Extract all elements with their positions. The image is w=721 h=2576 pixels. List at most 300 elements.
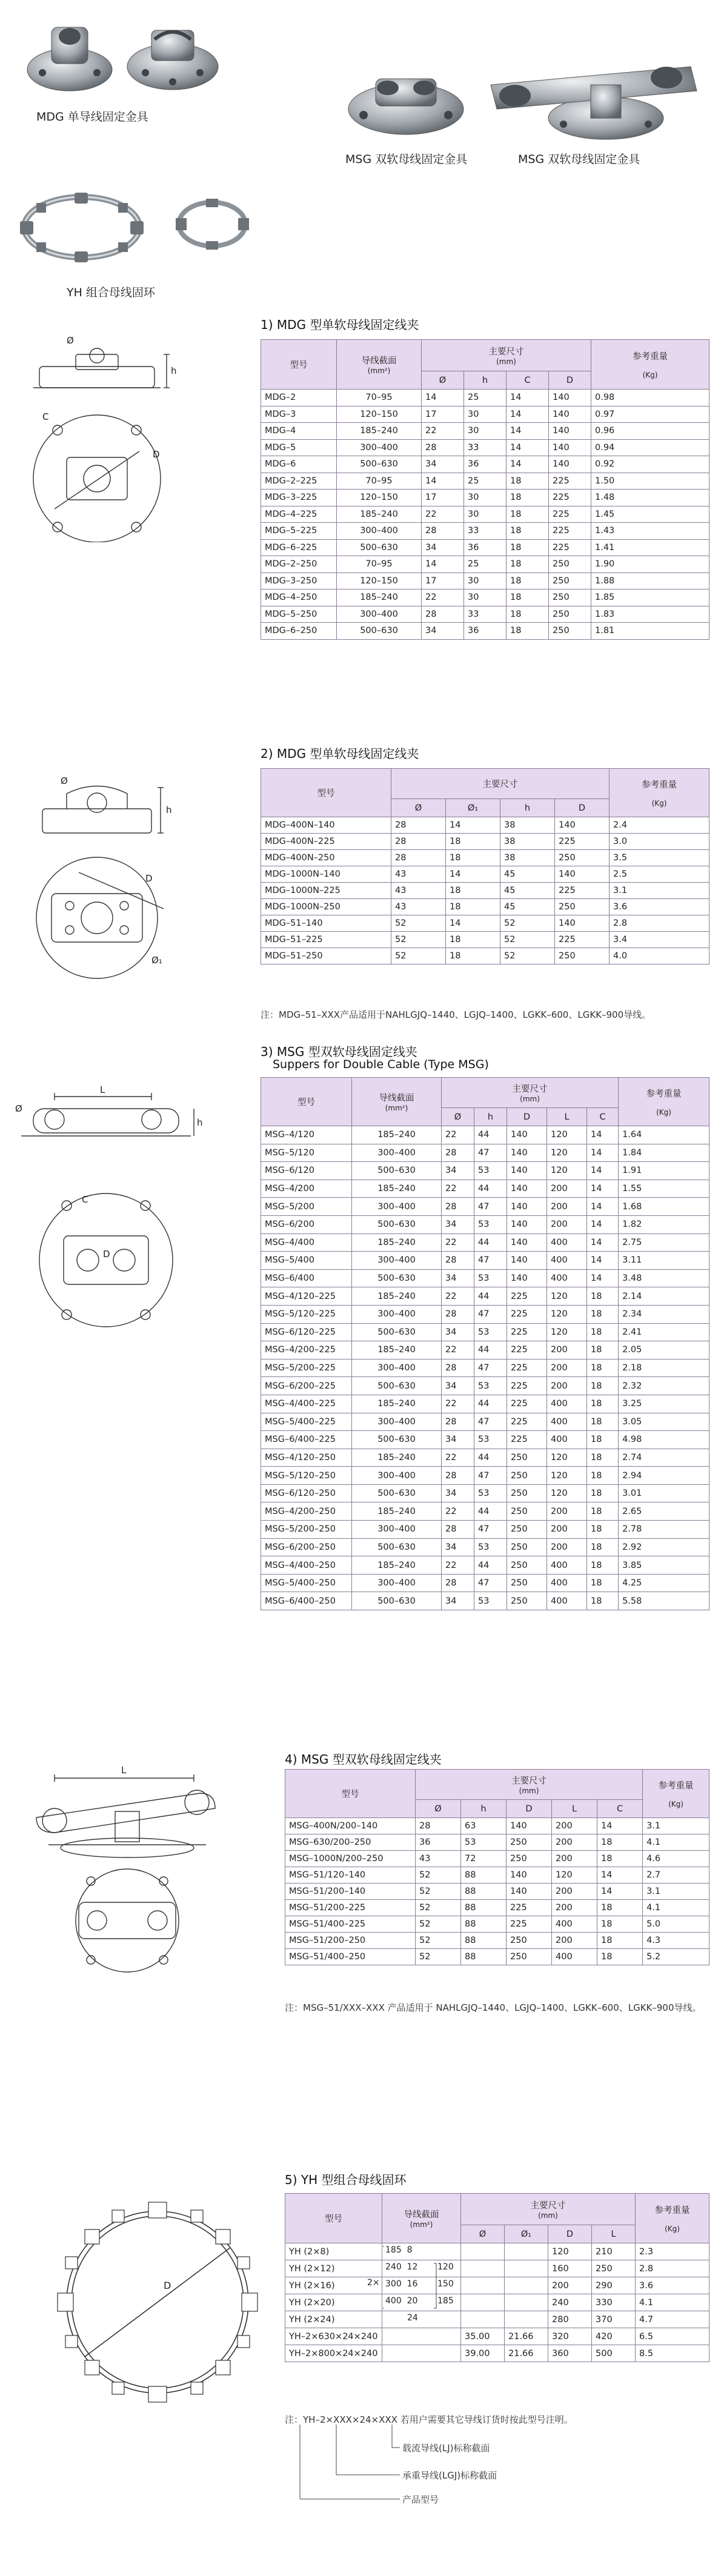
yh-section-expression [367,2243,459,2328]
table-row [261,423,709,440]
table-cell: 14 [597,1818,643,1834]
table-cell: 200 [547,1377,587,1395]
table-cell: 28 [442,1521,474,1539]
mdg-phi-label: Ø [67,335,74,346]
table-cell: 38 [500,834,555,850]
table-cell: 225 [555,883,610,899]
yh-d-label: D [164,2280,171,2291]
table-cell: 18 [597,1949,643,1965]
table-row [261,573,709,589]
table-cell: MDG–6–225 [261,539,337,556]
table-cell: 18 [587,1521,619,1539]
table-row [261,1521,709,1539]
table-cell: 34 [442,1538,474,1556]
table-cell: 3.1 [643,1818,709,1834]
table-cell: 1.50 [591,473,709,490]
table-cell: 33 [464,439,507,456]
table-row [261,1556,709,1575]
table-cell: 22 [442,1180,474,1198]
table-cell: 30 [464,406,507,423]
table-cell: 200 [552,1851,597,1867]
table-cell: 44 [474,1502,507,1521]
table-cell: 2.78 [619,1521,709,1539]
col-model: 型号 [261,340,337,390]
table-cell: 18 [597,1851,643,1867]
table-cell: 14 [507,439,549,456]
table-cell: 300–400 [352,1359,442,1377]
table-cell: 200 [547,1521,587,1539]
table-cell: MSG–51/400–225 [285,1916,416,1933]
sec-d3: 185 [437,2296,454,2306]
table-cell: 200 [548,2277,592,2294]
table-cell: 14 [587,1233,619,1252]
col-phi1: Ø₁ [505,2225,548,2243]
table-cell: 200 [547,1215,587,1233]
table-cell: 47 [474,1359,507,1377]
table-row [261,850,709,866]
table-row [261,1592,709,1610]
table-cell: 185–240 [352,1287,442,1306]
table-cell [461,2311,505,2328]
table-cell: 250 [507,1502,547,1521]
table-cell: 34 [442,1592,474,1610]
table-row [261,1305,709,1323]
table-cell: 22 [422,506,464,523]
table-cell: 225 [507,1916,552,1933]
table-cell: 400 [552,1916,597,1933]
table-cell: 240 [548,2294,592,2311]
table-cell: 1.81 [591,623,709,640]
table-cell: 17 [422,406,464,423]
table-cell: 200 [547,1180,587,1198]
table-cell: 47 [474,1521,507,1539]
table-cell: 22 [442,1126,474,1144]
table-cell: 45 [500,883,555,899]
table-cell: 370 [592,2311,636,2328]
table-cell: 250 [507,1851,552,1867]
table-row [261,915,709,932]
table-cell: 225 [507,1323,547,1341]
table-cell: 44 [474,1395,507,1413]
table-cell: 22 [442,1556,474,1575]
table-cell: 88 [461,1900,507,1916]
table-cell: MSG–5/120–250 [261,1467,352,1485]
sec-c2: 16 [407,2279,418,2289]
table-cell: 120 [547,1144,587,1162]
table-cell: 88 [461,1933,507,1949]
table-cell: 500–630 [352,1484,442,1502]
table-cell: 28 [442,1252,474,1270]
yh-ring-drawing [42,2187,273,2417]
col-d: D [548,2225,592,2243]
table-cell: 280 [548,2311,592,2328]
table-cell: 1.68 [619,1198,709,1216]
table-cell: 250 [549,573,591,589]
table-cell: MSG–51/200–225 [285,1900,416,1916]
table-cell: 18 [507,506,549,523]
table-cell: 200 [547,1502,587,1521]
table-cell: MDG–5–225 [261,523,337,540]
table-cell: 52 [391,932,446,948]
table-cell: 88 [461,1884,507,1900]
table-cell: 22 [442,1341,474,1359]
table-cell: 4.1 [636,2294,709,2311]
table-cell: 225 [549,539,591,556]
table-cell: 18 [507,539,549,556]
col-dims: 主要尺寸 (mm) [461,2194,636,2225]
mdgn-phi-label: Ø [61,775,68,786]
table-cell: MDG–1000N–250 [261,899,391,915]
table-cell: 185–240 [352,1126,442,1144]
mdgn-h-label: h [166,805,172,815]
table-row [261,1198,709,1216]
sec-e: 24 [407,2313,418,2323]
table-cell: MSG–4/200 [261,1180,352,1198]
table-cell: 22 [442,1233,474,1252]
table-cell: MSG–6/120–225 [261,1323,352,1341]
table-cell: MSG–630/200–250 [285,1834,416,1851]
table-cell: 500 [592,2345,636,2362]
table-cell: 44 [474,1180,507,1198]
table-cell: 43 [391,899,446,915]
table-cell: 140 [555,915,610,932]
table-cell [382,2328,461,2345]
table-cell: MDG–2–250 [261,556,337,573]
table-cell: 4.1 [643,1900,709,1916]
table-cell: 225 [555,834,610,850]
table-cell: 14 [587,1162,619,1180]
table-row [285,2311,709,2328]
table-cell: 28 [442,1305,474,1323]
table-cell: MSG–6/400 [261,1269,352,1287]
table-cell: 18 [587,1395,619,1413]
table-cell: 18 [597,1916,643,1933]
table-cell: 6.5 [636,2328,709,2345]
table-cell: 33 [464,606,507,623]
table-cell: 34 [442,1215,474,1233]
table-cell: 38 [500,850,555,866]
table-cell: 18 [446,932,500,948]
yh-spec-table [285,2193,709,2362]
table-cell: 400 [547,1252,587,1270]
table-cell: 14 [507,423,549,440]
mdg-n-table-body [261,817,709,964]
table-cell: 250 [507,1933,552,1949]
sec-a2: 8 [407,2245,413,2255]
table-row [261,456,709,473]
table-cell: 38 [500,817,555,834]
table-cell: 300–400 [337,523,422,540]
table-cell: 44 [474,1126,507,1144]
table-cell: 18 [446,883,500,899]
table-cell: 225 [507,1900,552,1916]
col-h: h [461,1800,507,1818]
table-cell: 28 [442,1359,474,1377]
table-cell: 140 [507,1233,547,1252]
sec-mult: 2× [367,2278,380,2288]
table-cell: 3.25 [619,1395,709,1413]
sec-b1: 240 [385,2262,402,2272]
table-row [261,1574,709,1592]
table-row [285,2260,709,2277]
table-cell: 3.6 [610,899,709,915]
yh-model-note: 注：YH–2×XXX×24×XXX 若用户需要其它导线订货时按此型号注明。 [285,2414,573,2425]
table-cell: MSG–4/120–250 [261,1449,352,1467]
table-cell: 25 [464,556,507,573]
col-model: 型号 [261,1078,352,1126]
table-cell: 225 [507,1413,547,1431]
table-cell: MSG–400N/200–140 [285,1818,416,1834]
msg-spec-table [261,1077,709,1610]
table-cell [461,2294,505,2311]
table-cell: 17 [422,573,464,589]
mdg-fitting-photo [18,12,230,103]
table-cell: 28 [442,1198,474,1216]
table-cell: 52 [416,1900,461,1916]
table-cell: 88 [461,1916,507,1933]
table-cell: MDG–6 [261,456,337,473]
table-cell: 2.3 [636,2243,709,2260]
table-cell: 400 [547,1233,587,1252]
table-cell: 45 [500,899,555,915]
table-cell: 28 [442,1467,474,1485]
table-cell: 2.74 [619,1449,709,1467]
table-cell [505,2260,548,2277]
mdg-d-label: D [153,449,160,460]
table-cell: 500–630 [337,456,422,473]
table-cell: MDG–51–140 [261,915,391,932]
table-cell: 53 [474,1162,507,1180]
mdgn-phi1-label: Ø₁ [151,955,162,966]
table-cell: 22 [442,1502,474,1521]
table-cell: 1.45 [591,506,709,523]
table-cell: 18 [587,1449,619,1467]
mdg-table-body [261,390,709,640]
table-cell: 210 [592,2243,636,2260]
col-l: L [592,2225,636,2243]
table-cell: 300–400 [337,606,422,623]
table-cell: YH (2×16) [285,2277,382,2294]
table-cell: 300–400 [337,439,422,456]
table-cell: 52 [500,932,555,948]
table-cell: 120 [547,1449,587,1467]
table-cell: 18 [587,1341,619,1359]
table-cell: 330 [592,2294,636,2311]
table-cell: 18 [597,1900,643,1916]
col-phi: Ø [422,371,464,390]
table-cell: 47 [474,1198,507,1216]
table-cell: 18 [587,1431,619,1449]
table-cell: 52 [416,1916,461,1933]
table-cell: 200 [547,1538,587,1556]
col-weight: 参考重量 (Kg) [610,769,709,817]
msg-table-body [261,1126,709,1610]
sec-b2: 12 [407,2262,418,2272]
table-cell: 5.58 [619,1592,709,1610]
table-cell: 30 [464,423,507,440]
table-cell: 140 [549,406,591,423]
table-cell: 320 [548,2328,592,2345]
table-cell: 250 [549,589,591,606]
table-cell: 22 [442,1287,474,1306]
table-cell: 185–240 [352,1233,442,1252]
sec-d2: 20 [407,2296,418,2306]
table-cell: 0.94 [591,439,709,456]
table-cell: 3.85 [619,1556,709,1575]
table-row [261,1359,709,1377]
table-cell: 18 [587,1287,619,1306]
section-4-title: 4) MSG 型双软母线固定线夹 [285,1752,442,1767]
table-cell: 1.48 [591,490,709,506]
table-row [285,2277,709,2294]
col-phi1: Ø₁ [446,799,500,817]
table-cell: 34 [442,1431,474,1449]
table-cell: 140 [507,1818,552,1834]
table-cell: 185–240 [352,1341,442,1359]
table-row [261,1377,709,1395]
mdg-dimension-drawing [12,330,194,542]
section-2-note: 注：MDG–51–XXX产品适用于NAHLGJQ–1440、LGJQ–1400、LGKK–600、LGKK–900导线。 [261,1009,651,1020]
table-cell: 5.0 [643,1916,709,1933]
col-model: 型号 [285,1770,416,1818]
table-cell: MDG–6–250 [261,623,337,640]
table-cell: 14 [587,1126,619,1144]
col-weight: 参考重量 (Kg) [619,1078,709,1126]
table-cell: 47 [474,1252,507,1270]
col-h: h [474,1108,507,1126]
table-cell: 14 [587,1269,619,1287]
table-cell: 200 [552,1818,597,1834]
table-cell: 300–400 [352,1467,442,1485]
table-cell: 43 [391,866,446,883]
table-cell: 53 [474,1215,507,1233]
table-cell: 3.1 [643,1884,709,1900]
table-cell: 140 [507,1884,552,1900]
mdg-photo-caption: MDG 单导线固定金具 [36,110,148,124]
table-cell: 52 [500,948,555,964]
msg-l-label: L [100,1084,105,1095]
table-cell: 3.01 [619,1484,709,1502]
table-cell: 53 [474,1269,507,1287]
table-row [261,899,709,915]
table-cell: 140 [507,1162,547,1180]
table-cell: 14 [446,817,500,834]
table-cell: 18 [587,1323,619,1341]
table-cell: 500–630 [352,1431,442,1449]
table-cell: 200 [552,1900,597,1916]
col-l: L [547,1108,587,1126]
table-cell: 14 [507,390,549,407]
msg-c-label: C [82,1194,88,1205]
table-cell: 88 [461,1867,507,1884]
table-cell: 250 [507,1538,547,1556]
table-cell: MSG–4/400 [261,1233,352,1252]
table-cell: MSG–51/120–140 [285,1867,416,1884]
table-cell: 2.34 [619,1305,709,1323]
mdgn-d-label: D [145,873,153,884]
table-cell: MDG–3–250 [261,573,337,589]
section-5-title: 5) YH 型组合母线固环 [285,2173,407,2187]
table-cell: 72 [461,1851,507,1867]
table-row [261,523,709,540]
col-section: 导线截面 (mm²) [352,1078,442,1126]
table-cell: MSG–5/120–225 [261,1305,352,1323]
mdg-spec-table [261,339,709,640]
table-cell: MSG–6/120 [261,1162,352,1180]
table-cell: 140 [507,1252,547,1270]
table-row [261,1233,709,1252]
col-phi: Ø [461,2225,505,2243]
section-1-title: 1) MDG 型单软母线固定线夹 [261,317,419,332]
mdg-n-spec-table [261,768,709,964]
table-cell: 22 [422,423,464,440]
table-cell: 18 [587,1484,619,1502]
table-cell: 500–630 [352,1162,442,1180]
table-cell: 225 [507,1377,547,1395]
table-cell: MSG–6/200–250 [261,1538,352,1556]
table-cell: 28 [391,834,446,850]
col-phi: Ø [391,799,446,817]
msg-dimension-drawing [9,1084,203,1339]
table-cell: 185–240 [337,589,422,606]
table-cell: 500–630 [337,539,422,556]
table-cell: 34 [442,1269,474,1287]
table-cell: 14 [446,915,500,932]
msg-phi-label: Ø [15,1103,22,1114]
msg-fitting-photo-2 [479,48,709,145]
table-row [261,1269,709,1287]
table-row [261,390,709,407]
table-cell: 225 [507,1359,547,1377]
table-row [261,439,709,456]
table-cell: MSG–1000N/200–250 [285,1851,416,1867]
table-cell: 34 [442,1323,474,1341]
table-row [261,834,709,850]
col-dims: 主要尺寸 (mm) [422,340,591,371]
table-row [285,1818,709,1834]
table-cell: YH–2×630×24×240 [285,2328,382,2345]
col-d: D [507,1800,552,1818]
table-cell: 39.00 [461,2345,505,2362]
table-cell: 0.92 [591,456,709,473]
table-cell: 14 [587,1215,619,1233]
table-cell: MSG–51/200–140 [285,1884,416,1900]
table-cell: 34 [442,1162,474,1180]
table-row [261,1449,709,1467]
table-cell: 18 [446,899,500,915]
table-row [261,1538,709,1556]
table-cell: 140 [507,1867,552,1884]
table-cell: MDG–4 [261,423,337,440]
table-cell: 200 [547,1198,587,1216]
section-2-title: 2) MDG 型单软母线固定线夹 [261,746,419,761]
table-cell: 225 [549,523,591,540]
table-cell: 0.97 [591,406,709,423]
table-cell: 250 [549,556,591,573]
table-cell: 18 [507,523,549,540]
table-cell: 18 [507,473,549,490]
table-cell: 2.8 [610,915,709,932]
table-cell: MDG–51–250 [261,948,391,964]
table-cell: 35.00 [461,2328,505,2345]
table-row [261,1252,709,1270]
table-cell: 250 [507,1449,547,1467]
table-cell: 140 [507,1144,547,1162]
table-cell: MDG–4–250 [261,589,337,606]
table-cell: 185–240 [352,1449,442,1467]
table-cell: 120–150 [337,573,422,589]
table-cell: 250 [507,1574,547,1592]
